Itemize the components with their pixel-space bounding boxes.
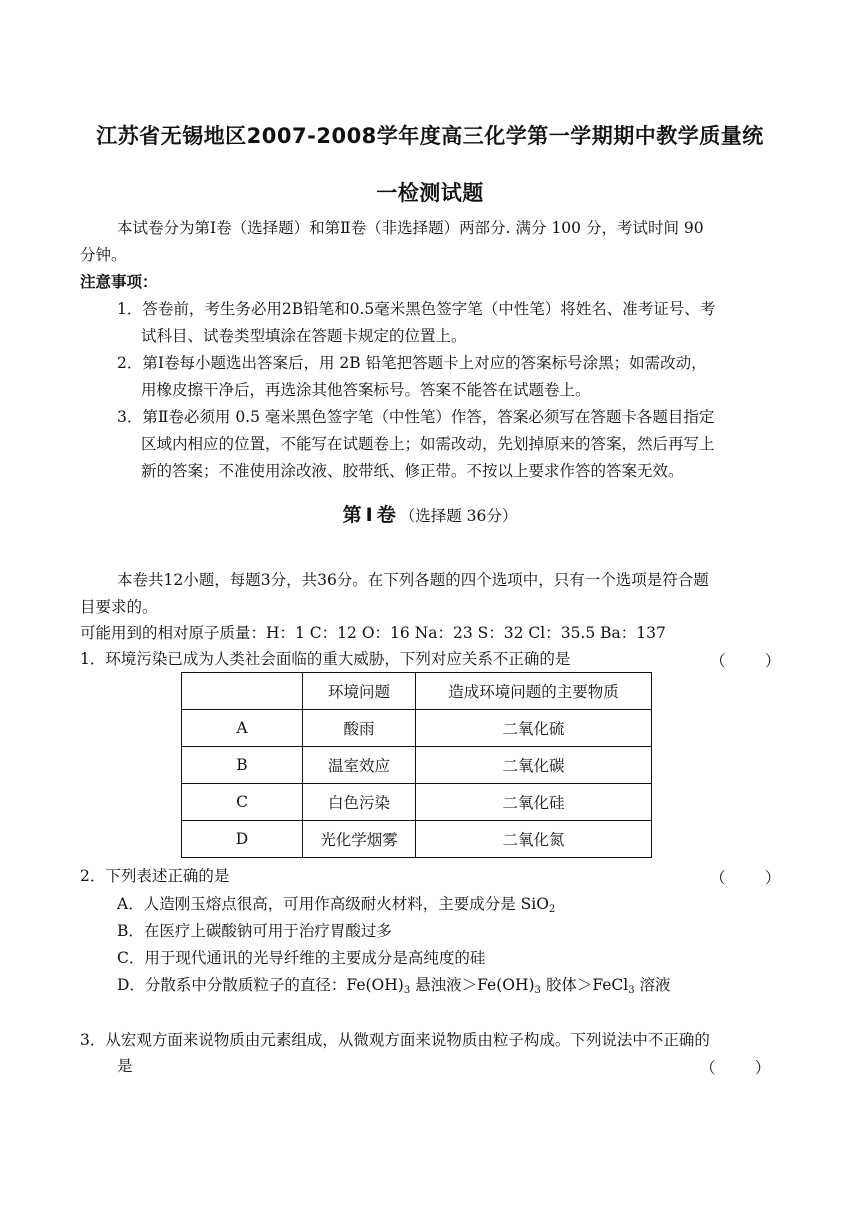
q2-option-d-sub: 3 xyxy=(403,985,411,996)
q2-option-c: C．用于现代通讯的光导纤维的主要成分是高纯度的硅 xyxy=(117,949,486,967)
section-intro-line-2: 目要求的。 xyxy=(80,598,158,616)
table-cell: 白色污染 xyxy=(303,784,416,821)
table-header-row xyxy=(182,673,652,710)
table-row xyxy=(182,821,652,858)
q2-option-d-sub: 3 xyxy=(628,985,635,996)
table-cell: 光化学烟雾 xyxy=(303,821,416,858)
q2-option-a xyxy=(117,894,555,920)
q1-answer-paren: （ ） xyxy=(710,652,781,670)
notes-heading: 注意事项： xyxy=(80,273,158,291)
q2-option-d xyxy=(117,975,671,1001)
section-main: 第Ⅰ卷 xyxy=(342,504,400,526)
q2-option-d-sub: 3 xyxy=(534,985,541,996)
note-1-line-2: 试科目、试卷类型填涂在答题卡规定的位置上。 xyxy=(141,327,467,345)
table-cell: B xyxy=(182,747,303,784)
table-cell: D xyxy=(182,821,303,858)
table-row xyxy=(182,784,652,821)
q2-option-d-part: 溶液 xyxy=(634,976,671,994)
table-cell: 二氧化硫 xyxy=(416,710,652,747)
q2-answer-paren: （ ） xyxy=(710,869,781,887)
section-intro-line-1: 本卷共12小题，每题3分，共36分。在下列各题的四个选项中，只有一个选项是符合题 xyxy=(117,571,709,589)
environment-table xyxy=(181,672,652,858)
q2-option-a-text: A．人造刚玉熔点很高，可用作高级耐火材料，主要成分是 SiO xyxy=(117,895,549,913)
note-3-line-1: 3．第Ⅱ卷必须用 0.5 毫米黑色签字笔（中性笔）作答，答案必须写在答题卡各题目指定 xyxy=(117,408,715,426)
intro-line-1: 本试卷分为第Ⅰ卷（选择题）和第Ⅱ卷（非选择题）两部分. 满分 100 分，考试时间 90 xyxy=(117,219,704,237)
q2-option-d-part: 胶体＞FeCl xyxy=(540,976,629,994)
q2-option-b: B．在医疗上碳酸钠可用于治疗胃酸过多 xyxy=(117,922,392,940)
intro-line-2: 分钟。 xyxy=(80,246,127,264)
atomic-masses: 可能用到的相对原子质量：H：1 C：12 O：16 Na：23 S：32 Cl：35.5 Ba：137 xyxy=(80,624,666,642)
section-sub: （选择题 36分） xyxy=(399,507,518,525)
table-row xyxy=(182,710,652,747)
table-cell xyxy=(182,673,303,710)
note-2-line-1: 2．第Ⅰ卷每小题选出答案后，用 2B 铅笔把答题卡上对应的答案标号涂黑；如需改动， xyxy=(117,354,707,372)
note-2-line-2: 用橡皮擦干净后，再选涂其他答案标号。答案不能答在试题卷上。 xyxy=(141,381,591,399)
table-cell: C xyxy=(182,784,303,821)
title-line-2: 一检测试题 xyxy=(376,181,484,205)
table-cell: 二氧化硅 xyxy=(416,784,652,821)
table-cell: 酸雨 xyxy=(303,710,416,747)
table-cell: 温室效应 xyxy=(303,747,416,784)
table-cell: 二氧化氮 xyxy=(416,821,652,858)
table-cell: A xyxy=(182,710,303,747)
table-row xyxy=(182,747,652,784)
section-heading xyxy=(0,500,860,527)
table-header: 造成环境问题的主要物质 xyxy=(416,673,652,710)
table-cell: 二氧化碳 xyxy=(416,747,652,784)
q2-option-a-sub: 2 xyxy=(548,904,556,915)
title-line-1: 江苏省无锡地区2007-2008学年度高三化学第一学期期中教学质量统 xyxy=(96,124,764,148)
q2-stem: 2．下列表述正确的是 xyxy=(80,867,230,885)
q1-stem: 1．环境污染已成为人类社会面临的重大威胁，下列对应关系不正确的是 xyxy=(80,650,571,668)
q3-answer-paren: （ ） xyxy=(700,1059,771,1077)
q3-stem-line-2: 是 xyxy=(117,1057,133,1075)
table-header: 环境问题 xyxy=(303,673,416,710)
note-3-line-3: 新的答案；不准使用涂改液、胶带纸、修正带。不按以上要求作答的答案无效。 xyxy=(141,462,684,480)
note-3-line-2: 区域内相应的位置，不能写在试题卷上；如需改动，先划掉原来的答案，然后再写上 xyxy=(141,435,715,453)
note-1-line-1: 1．答卷前，考生务必用2B铅笔和0.5毫米黑色签字笔（中性笔）将姓名、准考证号、考 xyxy=(117,300,716,318)
q2-option-d-part: D．分散系中分散质粒子的直径：Fe(OH) xyxy=(117,976,404,994)
q2-option-d-part: 悬浊液＞Fe(OH) xyxy=(410,976,535,994)
q3-stem-line-1: 3．从宏观方面来说物质由元素组成，从微观方面来说物质由粒子构成。下列说法中不正确的 xyxy=(80,1031,710,1049)
